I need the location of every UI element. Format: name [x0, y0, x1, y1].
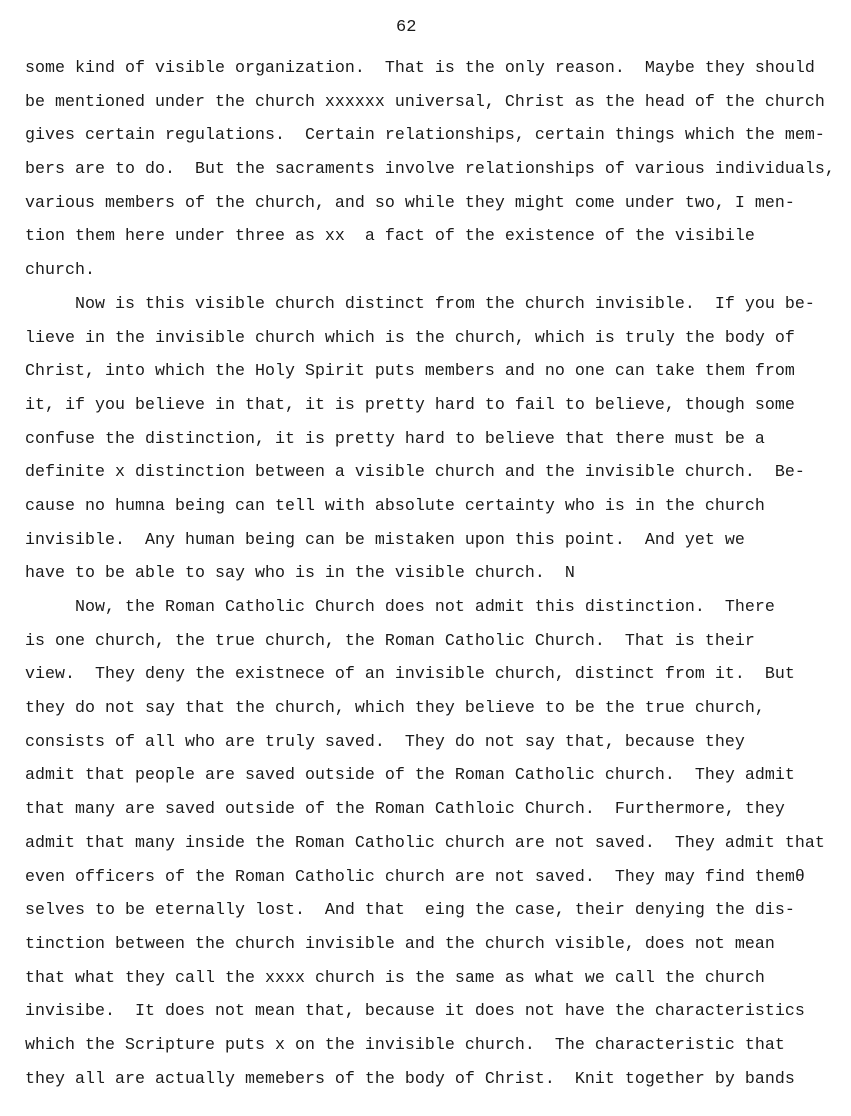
- text-line: some kind of visible organization. That is the only reason. Maybe they should: [25, 58, 815, 77]
- text-line: tion them here under three as xx a fact of the existence of the visibile: [25, 226, 755, 246]
- text-line: is one church, the true church, the Roman Catholic Church. That is their: [25, 630, 755, 650]
- text-line: Christ, into which the Holy Spirit puts members and no one can take them from: [25, 361, 795, 381]
- text-line: be mentioned under the church xxxxxx universal, Christ as the head of the church: [25, 91, 825, 111]
- page-number: 62: [396, 18, 417, 37]
- text-line: invisible. Any human being can be mistaken upon this point. And yet we: [25, 529, 745, 549]
- text-line: selves to be eternally lost. And that eing the case, their denying the dis-: [25, 900, 795, 920]
- text-line: they do not say that the church, which they believe to be the true church,: [25, 698, 765, 718]
- text-line: that what they call the xxxx church is the same as what we call the church: [25, 967, 765, 987]
- text-line: admit that many inside the Roman Catholic church are not saved. They admit that: [25, 832, 825, 852]
- text-line: consists of all who are truly saved. They do not say that, because they: [25, 731, 745, 751]
- text-line: view. They deny the existnece of an invisible church, distinct from it. But: [25, 664, 795, 684]
- text-line: lieve in the invisible church which is the church, which is truly the body of: [25, 327, 795, 347]
- text-line: even officers of the Roman Catholic church are not saved. They may find themθ: [25, 866, 805, 886]
- text-line: have to be able to say who is in the visible church. N: [25, 563, 575, 583]
- text-line: various members of the church, and so while they might come under two, I men-: [25, 192, 795, 212]
- typewritten-body: [25, 55, 835, 1099]
- text-line: confuse the distinction, it is pretty hard to believe that there must be a: [25, 428, 765, 448]
- text-line: that many are saved outside of the Roman Cathloic Church. Furthermore, they: [25, 799, 785, 819]
- text-line: admit that people are saved outside of the Roman Catholic church. They admit: [25, 765, 795, 785]
- text-line: it, if you believe in that, it is pretty hard to fail to believe, though some: [25, 394, 795, 414]
- text-line: definite x distinction between a visible church and the invisible church. Be-: [25, 462, 805, 482]
- text-line: invisibe. It does not mean that, because it does not have the characteristics: [25, 1001, 805, 1021]
- text-line: church.: [25, 260, 95, 280]
- text-line: tinction between the church invisible and the church visible, does not mean: [25, 933, 775, 953]
- text-line: Now is this visible church distinct from the church invisible. If you be-: [25, 293, 815, 313]
- text-line: gives certain regulations. Certain relationships, certain things which the mem-: [25, 125, 825, 145]
- text-line: cause no humna being can tell with absolute certainty who is in the church: [25, 495, 765, 515]
- text-line: they all are actually memebers of the body of Christ. Knit together by bands: [25, 1068, 795, 1088]
- text-line: bers are to do. But the sacraments involve relationships of various individuals,: [25, 159, 835, 179]
- text-line: Now, the Roman Catholic Church does not admit this distinction. There: [25, 597, 775, 616]
- text-line: which the Scripture puts x on the invisible church. The characteristic that: [25, 1034, 785, 1054]
